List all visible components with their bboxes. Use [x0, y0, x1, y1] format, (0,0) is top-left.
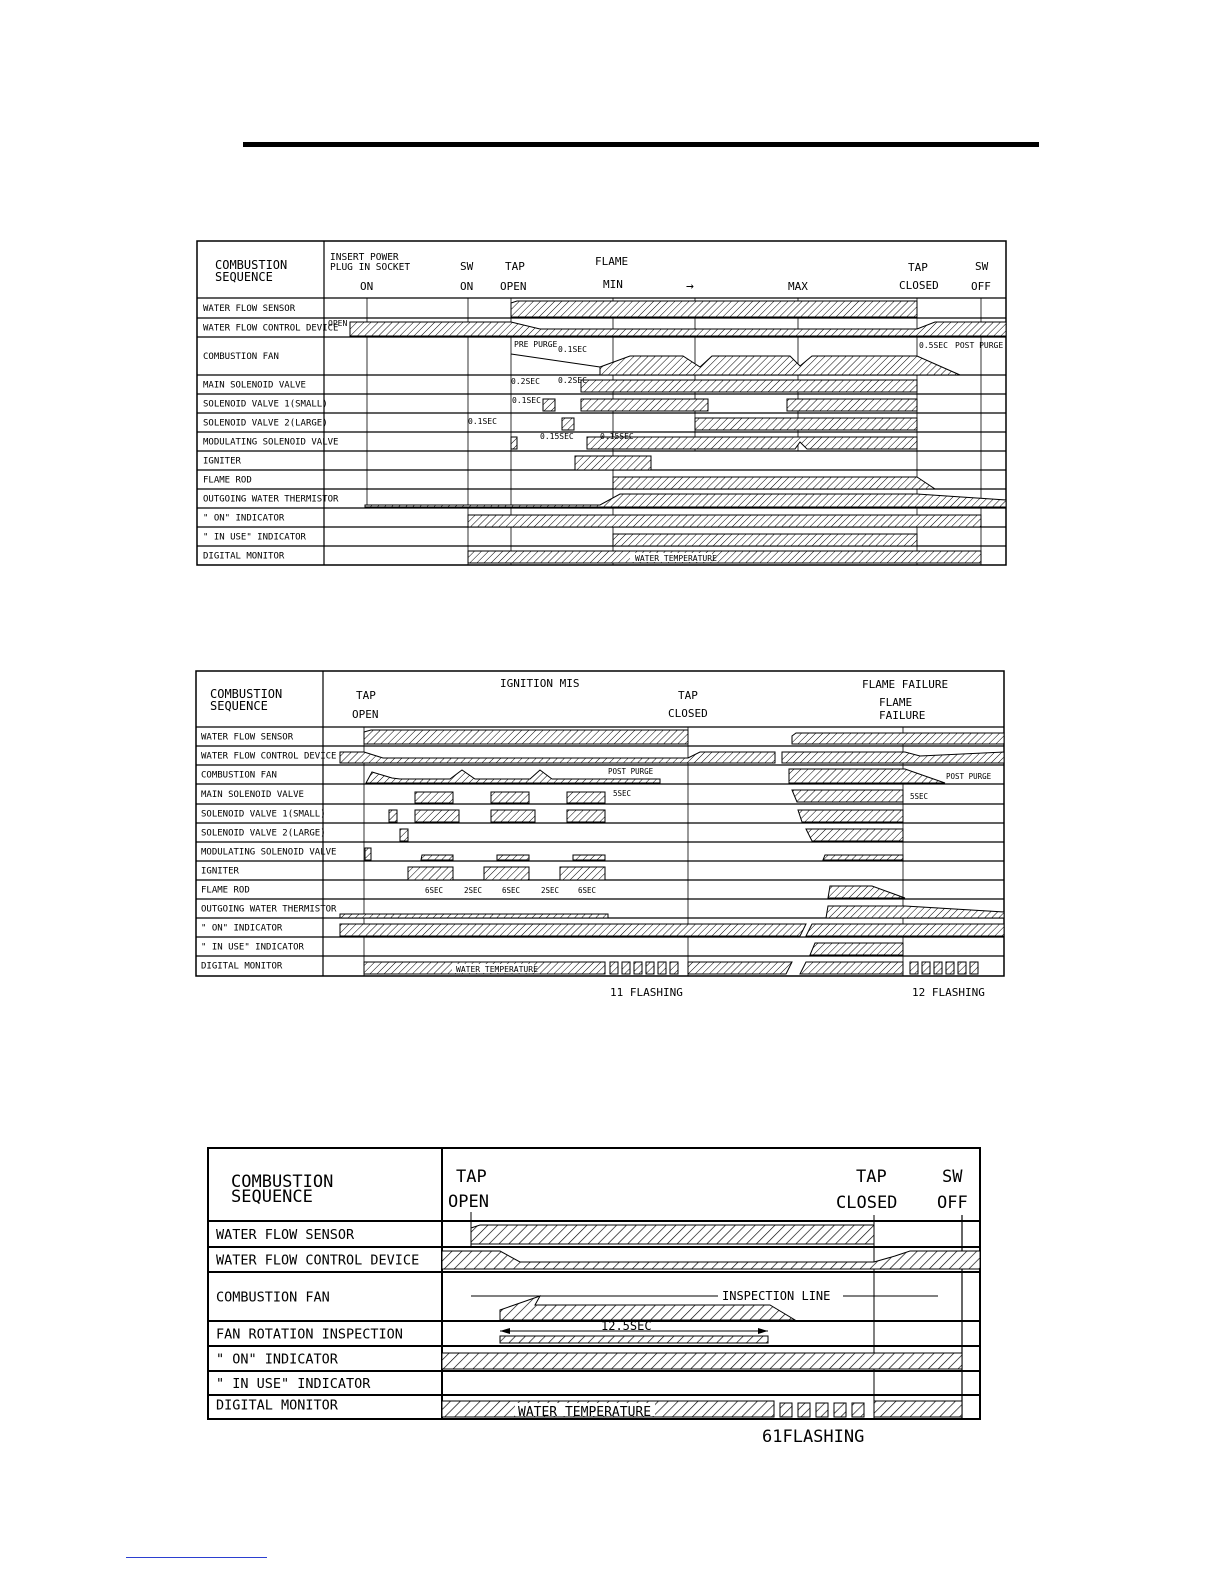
post-purge-annotation: POST PURGE: [955, 341, 1004, 350]
tap-closed-label: CLOSED: [899, 279, 939, 292]
tap-label-2: TAP: [856, 1167, 887, 1187]
twelve-point-five-sec-label: 12.5SEC: [601, 1319, 652, 1333]
five-sec-annotation-2: 5SEC: [910, 792, 929, 801]
main-solenoid-signal: [581, 380, 917, 392]
water-temperature-label: WATER TEMPERATURE: [456, 965, 538, 974]
main-solenoid-signal: [415, 792, 453, 803]
on-indicator-signal: [340, 924, 806, 936]
row-label: DIGITAL MONITOR: [201, 961, 283, 972]
row-label: MODULATING SOLENOID VALVE: [203, 437, 339, 448]
in-use-indicator-signal: [613, 534, 917, 546]
tap-label: TAP: [505, 260, 525, 273]
tap-closed-label: CLOSED: [836, 1193, 898, 1213]
water-flow-control-signal: [340, 752, 775, 763]
flashing-12-label: 12 FLASHING: [912, 986, 985, 999]
water-temperature-label: WATER TEMPERATURE: [635, 554, 717, 563]
water-flow-sensor-signal: [471, 1225, 874, 1244]
flash-block: [610, 962, 618, 974]
row-label: OUTGOING WATER THERMISTOR: [203, 494, 339, 505]
title-line-2: SEQUENCE: [215, 270, 273, 284]
flame-failure-title: FLAME FAILURE: [862, 678, 949, 691]
flash-block: [622, 962, 630, 974]
flash-block: [852, 1403, 864, 1417]
footer-link-underline: [126, 1557, 267, 1558]
row-label: " IN USE" INDICATOR: [201, 942, 304, 953]
flame-label: FLAME: [595, 255, 629, 268]
row-label: DIGITAL MONITOR: [203, 551, 285, 562]
igniter-signal: [575, 456, 651, 470]
in-use-indicator-signal: [810, 943, 903, 955]
flash-block: [934, 962, 942, 974]
row-label: IGNITER: [203, 456, 241, 467]
max-label: MAX: [788, 280, 808, 293]
combustion-fan-signal: [600, 356, 960, 375]
row-label: WATER FLOW SENSOR: [203, 304, 296, 315]
normal-operation-diagram: [197, 241, 1006, 565]
tap-closed-label: CLOSED: [668, 707, 708, 720]
flash-block: [922, 962, 930, 974]
water-flow-control-signal: [442, 1251, 980, 1269]
six-sec-annotation-1: 6SEC: [425, 886, 444, 895]
flash-block: [970, 962, 978, 974]
post-purge-annotation: POST PURGE: [608, 767, 654, 776]
flashing-blocks-12: [910, 962, 978, 974]
title-line-1: COMBUSTION: [215, 258, 288, 272]
row-label: FAN ROTATION INSPECTION: [216, 1326, 403, 1343]
insert-power-label: INSERT POWER: [330, 252, 399, 263]
row-label: DIGITAL MONITOR: [216, 1397, 338, 1414]
flame-rod-signal: [613, 477, 935, 489]
row-label: MAIN SOLENOID VALVE: [201, 790, 304, 801]
title-line-1: COMBUSTION: [231, 1172, 334, 1192]
five-sec-annotation: 5SEC: [613, 789, 632, 798]
row-label: WATER FLOW SENSOR: [201, 732, 294, 743]
main-time-annotation: 0.2SEC: [511, 377, 540, 386]
flame-min-label: MIN: [603, 278, 623, 291]
flashing-61-label: 61FLASHING: [762, 1427, 865, 1447]
row-label: SOLENOID VALVE 1(SMALL): [203, 399, 328, 410]
solenoid-2-signal: [400, 829, 408, 841]
water-flow-control-signal: [350, 322, 1006, 336]
flash-block: [670, 962, 678, 974]
flash-block: [646, 962, 654, 974]
row-label: " IN USE" INDICATOR: [216, 1375, 371, 1392]
solenoid-1-signal: [389, 810, 397, 822]
fan-inspection-diagram: [208, 1148, 980, 1447]
row-label: WATER FLOW SENSOR: [216, 1226, 355, 1243]
modulating-solenoid-signal: [365, 848, 371, 860]
solenoid-1-signal: [581, 399, 708, 411]
two-sec-annotation-2: 2SEC: [541, 886, 560, 895]
flash-block: [946, 962, 954, 974]
title-line-2: SEQUENCE: [210, 699, 268, 713]
flash-block: [816, 1403, 828, 1417]
power-on-label: ON: [360, 280, 374, 293]
row-label: " IN USE" INDICATOR: [203, 532, 306, 543]
flash-block: [910, 962, 918, 974]
six-sec-annotation-3: 6SEC: [578, 886, 597, 895]
solenoid-2-signal: [695, 418, 917, 430]
modulating-solenoid-signal: [587, 437, 917, 449]
open-annotation: OPEN: [328, 319, 348, 328]
row-label: MAIN SOLENOID VALVE: [203, 380, 306, 391]
post-purge-annotation-2: POST PURGE: [946, 772, 992, 781]
sw-off-label: OFF: [937, 1193, 968, 1213]
row-label: COMBUSTION FAN: [201, 770, 277, 781]
tap-label: TAP: [456, 1167, 487, 1187]
row-label: SOLENOID VALVE 2(LARGE): [203, 418, 328, 429]
plug-in-socket-label: PLUG IN SOCKET: [330, 262, 411, 273]
tap-label-2: TAP: [908, 261, 928, 274]
flash-block: [834, 1403, 846, 1417]
sw-on-label: ON: [460, 280, 474, 293]
flash-block: [958, 962, 966, 974]
failure-label: FAILURE: [879, 709, 926, 722]
fan-time-annotation: 0.1SEC: [558, 345, 587, 354]
tap-label-2: TAP: [678, 689, 698, 702]
six-sec-annotation-2: 6SEC: [502, 886, 521, 895]
on-indicator-signal: [468, 515, 981, 527]
row-label: " ON" INDICATOR: [201, 923, 283, 934]
water-flow-sensor-signal: [364, 730, 688, 744]
title-line-2: SEQUENCE: [231, 1187, 313, 1207]
row-label: " ON" INDICATOR: [216, 1351, 338, 1368]
flashing-blocks-11: [610, 962, 678, 974]
row-label: OUTGOING WATER THERMISTOR: [201, 904, 337, 915]
ignition-mis-label: IGNITION MIS: [500, 677, 580, 690]
row-label: SOLENOID VALVE 1(SMALL): [201, 809, 326, 820]
on-indicator-signal: [442, 1353, 962, 1369]
sw-label-2: SW: [975, 260, 989, 273]
flame-label: FLAME: [879, 696, 913, 709]
row-label: " ON" INDICATOR: [203, 513, 285, 524]
flashing-11-label: 11 FLASHING: [610, 986, 683, 999]
thermistor-signal: [340, 914, 608, 918]
main-time-annotation-2: 0.2SEC: [558, 376, 587, 385]
thermistor-signal: [365, 494, 1006, 507]
water-flow-sensor-signal: [511, 301, 917, 317]
row-label: WATER FLOW CONTROL DEVICE: [216, 1252, 420, 1269]
sw-label: SW: [942, 1167, 963, 1187]
sw-label: SW: [460, 260, 474, 273]
igniter-signal: [408, 867, 453, 880]
tap-open-label: OPEN: [500, 280, 527, 293]
fan-rotation-signal: [500, 1336, 768, 1343]
row-label: COMBUSTION FAN: [216, 1289, 330, 1306]
flash-block: [798, 1403, 810, 1417]
mod-time-annotation-2: 0.15SEC: [600, 432, 634, 441]
flashing-blocks-61: [780, 1403, 864, 1417]
flash-block: [634, 962, 642, 974]
inspection-line-label: INSPECTION LINE: [722, 1289, 831, 1303]
flame-rod-signal: [828, 886, 905, 898]
mod-time-annotation: 0.15SEC: [540, 432, 574, 441]
flash-block: [780, 1403, 792, 1417]
post-time-annotation: 0.5SEC: [919, 341, 948, 350]
tap-open-label: OPEN: [448, 1192, 489, 1212]
ignition-failure-diagram: [196, 671, 1004, 999]
row-label: FLAME ROD: [203, 475, 252, 486]
row-label: WATER FLOW CONTROL DEVICE: [201, 751, 337, 762]
row-label: FLAME ROD: [201, 885, 250, 896]
sv1-time-annotation: 0.1SEC: [512, 396, 541, 405]
title-line-1: COMBUSTION: [210, 687, 283, 701]
tap-open-label: OPEN: [352, 708, 379, 721]
flash-block: [658, 962, 666, 974]
sw-off-label: OFF: [971, 280, 991, 293]
row-label: IGNITER: [201, 866, 239, 877]
row-label: COMBUSTION FAN: [203, 352, 279, 363]
pre-purge-annotation: PRE PURGE: [514, 340, 558, 349]
two-sec-annotation-1: 2SEC: [464, 886, 483, 895]
tap-label: TAP: [356, 689, 376, 702]
water-temperature-label: WATER TEMPERATURE: [518, 1405, 652, 1420]
digital-monitor-signal: [468, 551, 981, 563]
progress-arrow: →: [686, 279, 694, 294]
row-label: MODULATING SOLENOID VALVE: [201, 847, 337, 858]
row-label: SOLENOID VALVE 2(LARGE): [201, 828, 326, 839]
row-label: WATER FLOW CONTROL DEVICE: [203, 323, 339, 334]
sv2-time-annotation: 0.1SEC: [468, 417, 497, 426]
